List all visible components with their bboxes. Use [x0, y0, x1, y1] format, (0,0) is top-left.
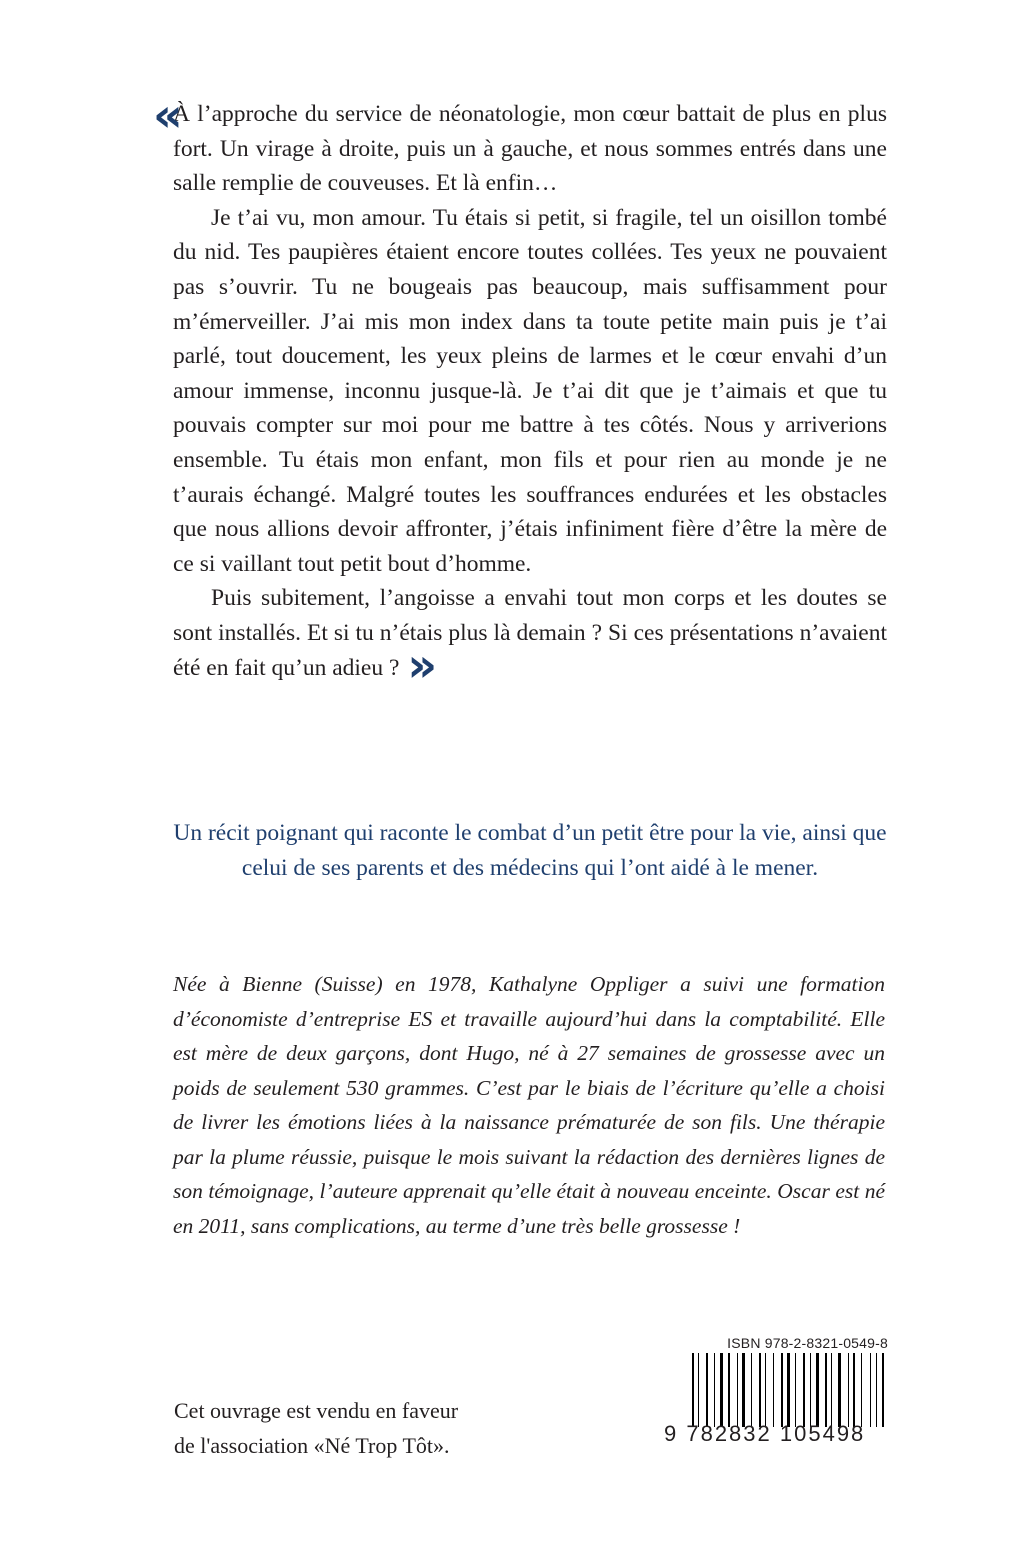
excerpt-paragraph: À l’approche du service de néonatologie, mon cœur battait de plus en plus fort. Un virage à droite, puis un à gauche, et nous sommes entrés dans une salle remplie de couveuses. Et là enfin…: [173, 101, 887, 197]
charity-note-line: Cet ouvrage est vendu en faveur: [174, 1398, 459, 1423]
isbn-label: ISBN 978-2-8321-0549-8: [727, 1335, 888, 1351]
charity-note: [174, 1393, 574, 1463]
close-quote-icon: »: [407, 637, 438, 692]
excerpt-paragraph: Puis subitement, l’angoisse a envahi tout mon corps et les doutes se sont installés. Et si tu n’étais plus là demain ? Si ces présentations n’avaient été en fait qu’un adieu ? »: [173, 585, 887, 692]
barcode-icon: [692, 1353, 888, 1427]
author-bio: Née à Bienne (Suisse) en 1978, Kathalyne Oppliger a suivi une formation d’économiste d’entreprise ES et travaille aujourd’hui dans la comptabilité. Elle est mère de deux garçons, dont Hugo, né à 27 semaines de grossesse avec un poids de seulement 530 grammes. C’est par le biais de l’écriture qu’elle a choisi de livrer les émotions liées à la naissance prématurée de son fils. Une thérapie par la plume réussie, puisque le mois suivant la rédaction des dernières lignes de son témoignage, l’auteure apprenait qu’elle était à nouveau enceinte. Oscar est né en 2011, sans complications, au terme d’une très belle grossesse !: [173, 972, 885, 1238]
isbn-digits: 9 782832 105498: [664, 1421, 866, 1446]
open-quote-icon: «: [153, 88, 183, 142]
back-cover-excerpt: [153, 88, 887, 692]
book-tagline: Un récit poignant qui raconte le combat d’un petit être pour la vie, ainsi que celui de ses parents et des médecins qui l’ont aidé à le mener.: [173, 820, 887, 881]
isbn-barcode-block: [664, 1335, 888, 1447]
charity-note-line: de l'association «Né Trop Tôt».: [174, 1433, 450, 1458]
excerpt-paragraph: Je t’ai vu, mon amour. Tu étais si petit, si fragile, tel un oisillon tombé du nid. Tes paupières étaient encore toutes collées. Tes yeux ne pouvaient pas s’ouvrir. Tu ne bougeais pas beaucoup, mais suffisamment pour m’émerveiller. J’ai mis mon index dans ta toute petite main puis je t’ai parlé, tout doucement, les yeux pleins de larmes et le cœur envahi d’un amour immense, inconnu jusque-là. Je t’ai dit que je t’aimais et que tu pouvais compter sur moi pour me battre à tes côtés. Nous y arriverions ensemble. Tu étais mon enfant, mon fils et pour rien au monde je ne t’aurais échangé. Malgré toutes les souffrances endurées et les obstacles que nous allions devoir affronter, j’étais infiniment fière d’être la mère de ce si vaillant tout petit bout d’homme.: [173, 204, 887, 577]
